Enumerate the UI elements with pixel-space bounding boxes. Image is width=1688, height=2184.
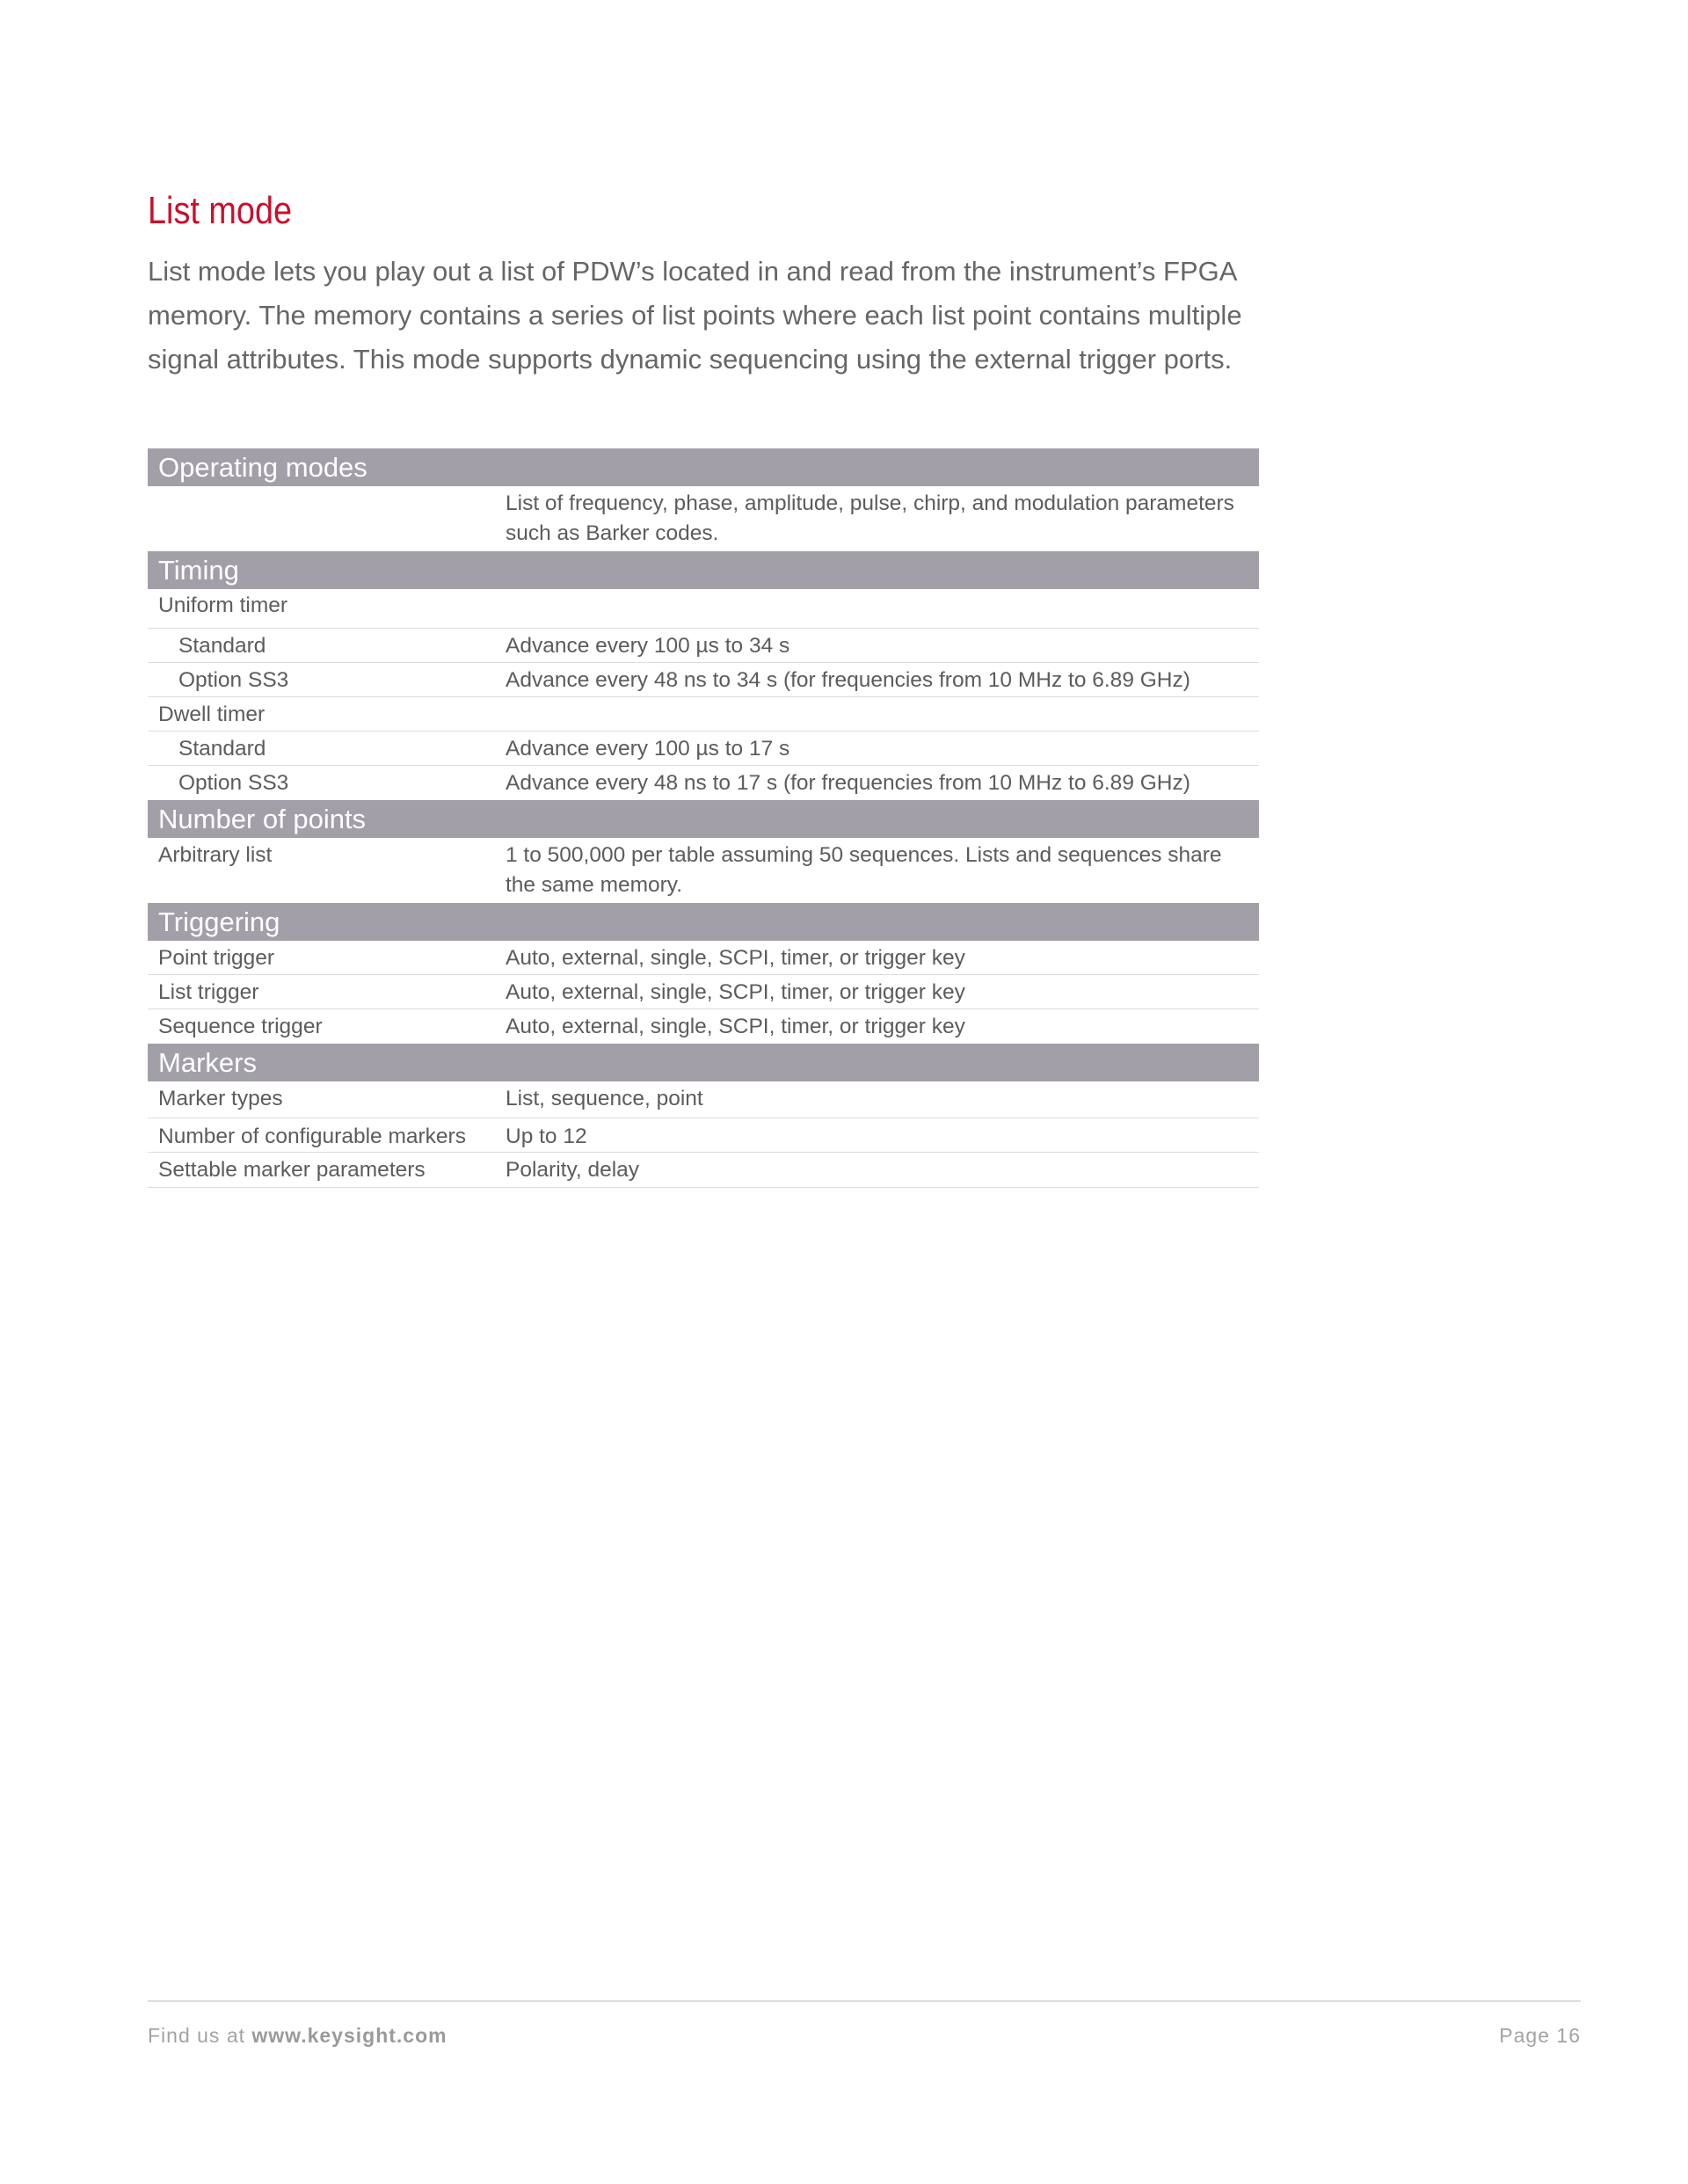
section-header-operating-modes: Operating modes (148, 448, 1259, 486)
section-header-timing: Timing (148, 551, 1259, 589)
row-label: Marker types (158, 1087, 283, 1110)
row-value: List, sequence, point (506, 1087, 703, 1110)
row-value: Advance every 48 ns to 34 s (for frequencies from 10 MHz to 6.89 GHz) (506, 668, 1190, 692)
row-value (506, 700, 1259, 731)
table-row (148, 589, 1259, 629)
row-value: Auto, external, single, SCPI, timer, or trigger key (506, 980, 965, 1004)
table-row (148, 941, 1259, 975)
footer-website-link[interactable]: www.keysight.com (251, 2024, 447, 2047)
row-value: Advance every 100 µs to 17 s (506, 737, 790, 761)
row-label: Settable marker parameters (158, 1158, 426, 1182)
footer-find-us-prefix: Find us at (148, 2024, 252, 2047)
row-label: Uniform timer (158, 593, 288, 617)
row-value: 1 to 500,000 per table assuming 50 sequences. Lists and sequences share the same memory. (506, 843, 1222, 897)
footer-find-us (148, 2023, 447, 2048)
row-value: Auto, external, single, SCPI, timer, or trigger key (506, 1015, 965, 1038)
row-label: Option SS3 (178, 668, 289, 692)
table-row (148, 1118, 1259, 1153)
row-value: Auto, external, single, SCPI, timer, or trigger key (506, 946, 965, 970)
row-label: Number of configurable markers (158, 1125, 466, 1148)
row-value: List of frequency, phase, amplitude, pulse, chirp, and modulation parameters such as Barker codes. (506, 491, 1234, 545)
intro-paragraph: List mode lets you play out a list of PDW’s located in and read from the instrument’s FPGA memory. The memory contains a series of list points where each list point contains multiple signal attributes. This mode supports dynamic sequencing using the external trigger ports. (148, 256, 1242, 375)
page-number: Page 16 (1499, 2024, 1581, 2047)
row-value (506, 591, 1259, 628)
page-title: List mode (148, 189, 293, 232)
table-row (148, 1081, 1259, 1118)
section-header-markers: Markers (148, 1044, 1259, 1081)
table-row (148, 838, 1259, 903)
footer-divider (148, 2000, 1581, 2002)
row-value: Advance every 100 µs to 34 s (506, 634, 790, 658)
table-row (148, 697, 1259, 732)
table-row (148, 1153, 1259, 1188)
table-row (148, 1009, 1259, 1044)
row-label: Point trigger (158, 946, 275, 970)
row-value: Advance every 48 ns to 17 s (for frequencies from 10 MHz to 6.89 GHz) (506, 771, 1190, 795)
row-label: Standard (178, 737, 266, 761)
spec-table (148, 448, 1259, 1188)
row-label (148, 489, 506, 551)
section-header-number-of-points: Number of points (148, 800, 1259, 838)
row-label: List trigger (158, 980, 259, 1004)
row-label: Standard (178, 634, 266, 658)
row-value: Up to 12 (506, 1125, 587, 1148)
table-row (148, 486, 1259, 551)
row-label: Sequence trigger (158, 1015, 323, 1038)
table-row (148, 629, 1259, 663)
row-value: Polarity, delay (506, 1158, 640, 1182)
table-row (148, 766, 1259, 800)
section-header-triggering: Triggering (148, 903, 1259, 941)
table-row (148, 975, 1259, 1009)
row-label: Dwell timer (158, 703, 266, 726)
table-row (148, 663, 1259, 697)
row-label: Option SS3 (178, 771, 289, 795)
table-row (148, 732, 1259, 766)
row-label: Arbitrary list (158, 843, 273, 867)
